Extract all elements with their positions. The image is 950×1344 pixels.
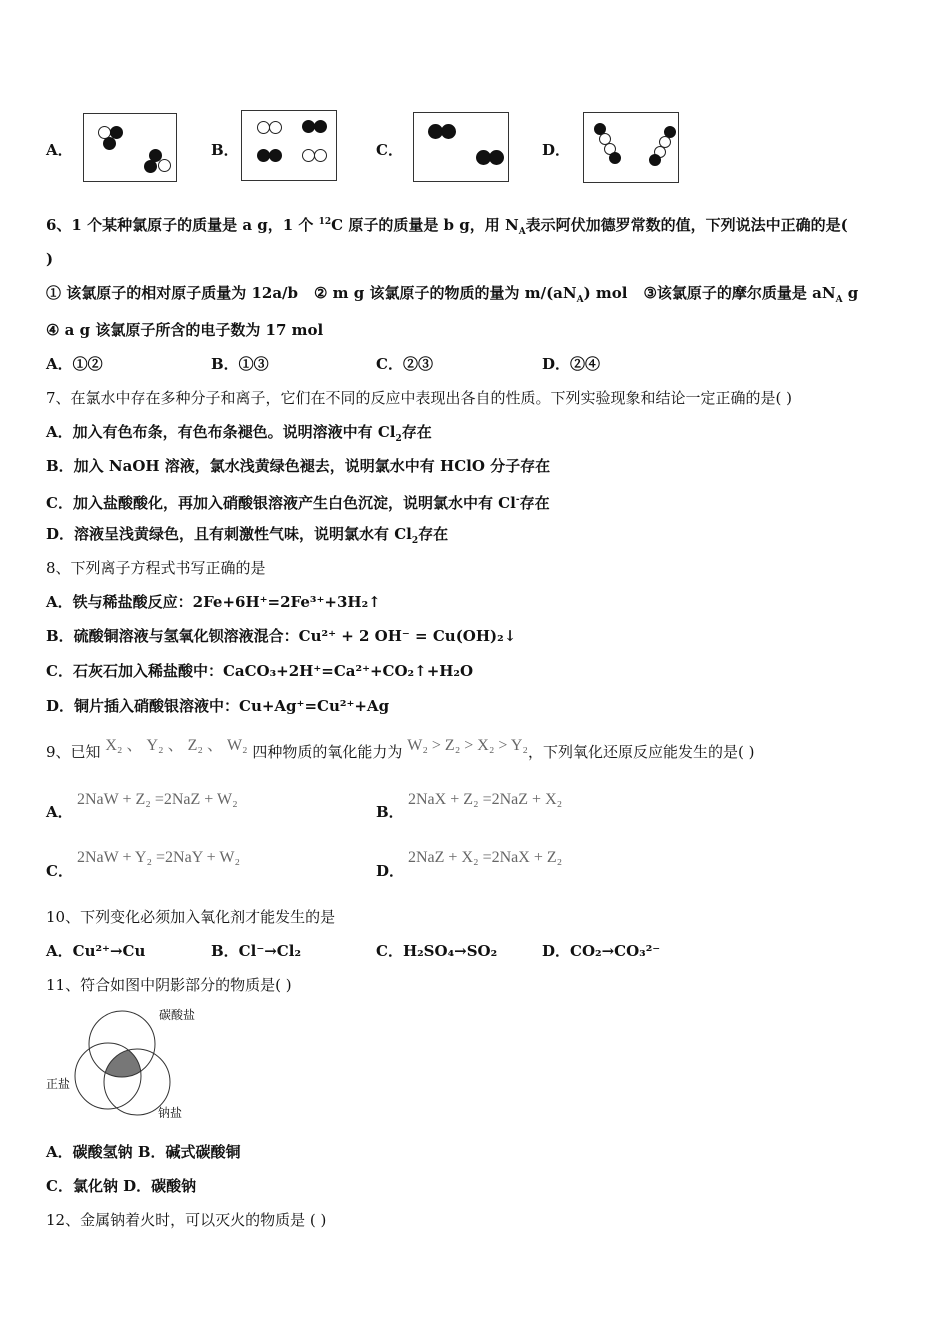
q6-sub-a: A xyxy=(576,295,584,305)
q10-option-c[interactable]: C．H₂SO₄→SO₂ xyxy=(376,942,498,960)
q8-stem: 8、下列离子方程式书写正确的是 xyxy=(46,559,266,577)
q6-statement-3b: g xyxy=(842,284,859,302)
venn-label-carbonate: 碳酸盐 xyxy=(159,1008,196,1022)
q10-option-a[interactable]: A．Cu²⁺→Cu xyxy=(46,942,146,960)
white-atom xyxy=(314,149,327,162)
q6-statement-3a: ③该氯原子的摩尔质量是 aN xyxy=(643,284,836,302)
q6-stem-c: 表示阿伏加德罗常数的值，下列说法中正确的是( xyxy=(525,216,848,234)
q8-option-a[interactable]: A．铁与稀盐酸反应：2Fe+6H⁺=2Fe³⁺+3H₂↑ xyxy=(46,593,381,611)
black-atom xyxy=(144,160,157,173)
q6-stem-a: 6、1 个某种氯原子的质量是 a g，1 个 xyxy=(46,216,319,234)
q9-stem-b: 四种物质的氧化能力为 xyxy=(252,743,403,761)
venn-label-normal-salt: 正盐 xyxy=(46,1077,71,1091)
q5-option-b-label[interactable]: B． xyxy=(211,141,239,159)
black-atom xyxy=(441,124,456,139)
q6-option-b[interactable]: B．①③ xyxy=(211,355,269,373)
q6-statement-4: ④ a g 该氯原子所含的电子数为 17 mol xyxy=(46,321,324,339)
q6-stem-b: C 原子的质量是 b g，用 N xyxy=(331,216,519,234)
q6-statement-2a: ② m g 该氯原子的物质的量为 m/(aN xyxy=(314,284,577,302)
q6-statement-2b: ) mol xyxy=(583,284,628,302)
q6-statements-row1 xyxy=(46,283,858,310)
q5-option-b-figure xyxy=(241,110,337,181)
q6-option-a[interactable]: A．①② xyxy=(46,355,103,373)
q6-statement-1: ① 该氯原子的相对原子质量为 12a/b xyxy=(46,284,299,302)
q12-stem: 12、金属钠着火时，可以灭火的物质是 ( ) xyxy=(46,1211,327,1229)
q7-option-c-text: C．加入盐酸酸化，再加入硝酸银溶液产生白色沉淀，说明氯水中有 Cl xyxy=(46,494,516,512)
white-atom xyxy=(158,159,171,172)
q11-stem: 11、符合如图中阴影部分的物质是( ) xyxy=(46,976,292,994)
q9-option-a-equation: 2NaW + Z₂ =2NaZ + W₂ xyxy=(77,791,238,808)
q9-order: W₂ > Z₂ > X₂ > Y₂ xyxy=(407,737,528,754)
q7-option-c-end: 存在 xyxy=(519,494,550,512)
q7-option-c[interactable]: C．加入盐酸酸化，再加入硝酸银溶液产生白色沉淀，说明氯水中有 Cl-存在 xyxy=(46,494,550,512)
q6-sub-a: A xyxy=(835,295,843,305)
q10-option-d[interactable]: D．CO₂→CO₃²⁻ xyxy=(542,942,661,960)
q9-option-b-equation: 2NaX + Z₂ =2NaZ + X₂ xyxy=(408,791,563,808)
black-atom xyxy=(103,137,116,150)
q5-option-c-figure xyxy=(413,112,509,182)
q7-option-d-text: D．溶液呈浅黄绿色，且有刺激性气味，说明氯水有 Cl xyxy=(46,525,412,543)
q10-stem: 10、下列变化必须加入氧化剂才能发生的是 xyxy=(46,908,336,926)
q9-stem-c: ，下列氧化还原反应能发生的是( ) xyxy=(528,743,755,761)
q6-mass-number: 12 xyxy=(318,217,332,227)
q9-option-b-label[interactable]: B． xyxy=(376,803,404,821)
black-atom xyxy=(489,150,504,165)
q9-stem xyxy=(46,737,755,763)
q8-option-c[interactable]: C．石灰石加入稀盐酸中：CaCO₃+2H⁺=Ca²⁺+CO₂↑+H₂O xyxy=(46,662,474,680)
q9-option-c-label[interactable]: C． xyxy=(46,862,73,880)
q9-option-a-label[interactable]: A． xyxy=(46,803,73,821)
q9-species: X₂ 、 Y₂ 、 Z₂ 、 W₂ xyxy=(105,737,248,754)
q6-sub-a: A xyxy=(518,227,526,237)
q5-option-d-label[interactable]: D． xyxy=(542,141,571,159)
venn-label-sodium-salt: 钠盐 xyxy=(158,1106,183,1120)
q6-stem xyxy=(46,212,848,242)
q5-option-c-label[interactable]: C． xyxy=(376,141,403,159)
q7-option-a-text: A．加入有色布条，有色布条褪色。说明溶液中有 Cl xyxy=(46,423,396,441)
white-atom xyxy=(269,121,282,134)
q11-options-row1[interactable]: A．碳酸氢钠 B．碱式碳酸铜 xyxy=(46,1143,241,1161)
q6-option-d[interactable]: D．②④ xyxy=(542,355,601,373)
q9-stem-a: 9、已知 xyxy=(46,743,101,761)
black-atom xyxy=(609,152,621,164)
q7-option-a[interactable]: A．加入有色布条，有色布条褪色。说明溶液中有 $Cl_2$存在 xyxy=(46,423,432,444)
q7-option-d[interactable]: D．溶液呈浅黄绿色，且有刺激性气味，说明氯水有 $Cl_2$存在 xyxy=(46,525,449,546)
q8-option-b[interactable]: B．硫酸铜溶液与氢氧化钡溶液混合：Cu²⁺ + 2 OH⁻ = Cu(OH)₂↓ xyxy=(46,627,517,645)
q5-option-a-figure xyxy=(83,113,177,182)
black-atom xyxy=(649,154,661,166)
q11-options-row2[interactable]: C．氯化钠 D．碳酸钠 xyxy=(46,1177,197,1195)
q10-option-b[interactable]: B．Cl⁻→Cl₂ xyxy=(211,942,302,960)
q9-option-c-equation: 2NaW + Y₂ =2NaY + W₂ xyxy=(77,849,241,866)
q9-option-d-equation: 2NaZ + X₂ =2NaX + Z₂ xyxy=(408,849,563,866)
q9-option-d-label[interactable]: D． xyxy=(376,862,405,880)
q7-option-a-end: 存在 xyxy=(401,423,432,441)
q8-option-d[interactable]: D．铜片插入硝酸银溶液中：Cu+Ag⁺=Cu²⁺+Ag xyxy=(46,697,390,715)
q7-stem: 7、在氯水中存在多种分子和离子，它们在不同的反应中表现出各自的性质。下列实验现象和结论一定正确的是( ) xyxy=(46,389,793,407)
q7-option-b[interactable]: B．加入 NaOH 溶液，氯水浅黄绿色褪去，说明氯水中有 HClO 分子存在 xyxy=(46,457,551,475)
black-atom xyxy=(314,120,327,133)
q5-option-d-figure xyxy=(583,112,679,183)
q7-option-d-end: 存在 xyxy=(418,525,449,543)
q5-option-a-label[interactable]: A． xyxy=(46,141,73,159)
q6-option-c[interactable]: C．②③ xyxy=(376,355,433,373)
q6-stem-end: ) xyxy=(46,250,54,268)
black-atom xyxy=(269,149,282,162)
q11-venn-diagram xyxy=(44,1004,214,1126)
